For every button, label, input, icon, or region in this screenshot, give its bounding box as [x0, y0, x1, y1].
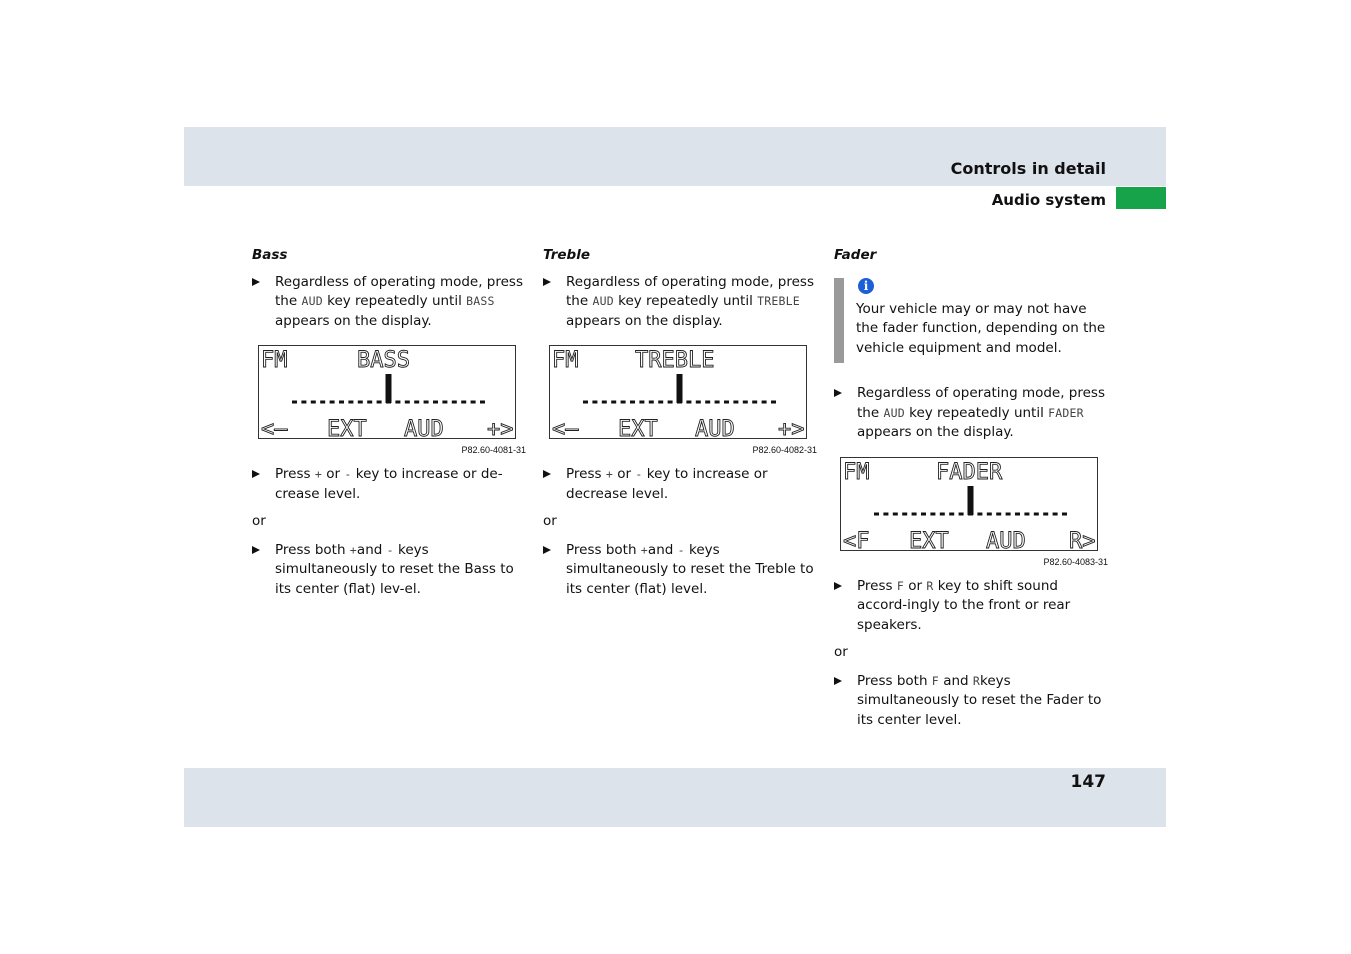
level-bar: [292, 374, 485, 404]
level-dash: [367, 401, 372, 404]
fader-display: [840, 457, 1098, 551]
key-aud: AUD: [883, 405, 905, 420]
level-dash: [668, 401, 673, 404]
bass-title: Bass: [252, 247, 288, 263]
level-dash: [1024, 512, 1029, 515]
lcd-mode: FM: [552, 348, 579, 373]
key-plus: +: [349, 542, 357, 557]
bass-step-1: Regardless of operating mode, press the AUD key repeatedly until BASS appears on the display.: [252, 273, 527, 332]
level-dash: [1015, 512, 1020, 515]
level-dash: [1062, 512, 1067, 515]
chapter-title: Controls in detail: [950, 159, 1106, 178]
key-minus: -: [635, 467, 643, 481]
lcd-mode: FM: [843, 459, 870, 485]
level-dash: [1006, 512, 1011, 515]
lcd-label: FADER: [936, 459, 1003, 485]
lcd-mode: FM: [261, 348, 288, 373]
key-minus: -: [344, 467, 352, 481]
level-dash: [696, 401, 701, 404]
level-dash: [339, 401, 344, 404]
note-text: Your vehicle may or may not have the fader function, depending on the vehicle equipment and model.: [856, 300, 1106, 356]
fader-display-svg: [841, 458, 1099, 552]
bass-step-3: Press both +and - keys simultaneously to reset the Bass to its center (flat) lev-el.: [252, 541, 527, 600]
key-plus: +: [314, 467, 322, 481]
key-plus: +: [640, 542, 648, 557]
level-dash: [893, 512, 898, 515]
lcd-right: R>: [1069, 528, 1096, 552]
lcd-right: +>: [487, 417, 514, 440]
level-dash: [311, 401, 316, 404]
level-dash: [301, 401, 306, 404]
lcd-left: <–: [552, 417, 579, 440]
level-dash: [883, 512, 888, 515]
lcd-aud: AUD: [404, 417, 444, 440]
lcd-right: +>: [778, 417, 805, 440]
level-dash: [658, 401, 663, 404]
key-plus: +: [605, 467, 613, 481]
bullet-arrow-icon: [252, 470, 260, 478]
level-dash: [471, 401, 476, 404]
level-dash: [912, 512, 917, 515]
level-dash: [395, 401, 400, 404]
level-dash: [930, 512, 935, 515]
level-dash: [686, 401, 691, 404]
fader-display-figure: [840, 457, 1108, 569]
key-r: R: [972, 673, 981, 688]
lcd-label: BASS: [357, 348, 410, 373]
lcd-ext: EXT: [327, 417, 367, 440]
level-dash: [405, 401, 410, 404]
level-cursor: [386, 374, 392, 403]
treble-column: [543, 246, 818, 607]
level-dash: [461, 401, 466, 404]
level-dash: [949, 512, 954, 515]
bass-display: [258, 345, 516, 439]
lcd-aud: AUD: [695, 417, 735, 440]
or-text: or: [252, 513, 266, 529]
level-dash: [377, 401, 382, 404]
level-dash: [602, 401, 607, 404]
level-dash: [715, 401, 720, 404]
level-dash: [1053, 512, 1058, 515]
level-dash: [771, 401, 776, 404]
fader-step-1: Regardless of operating mode, press the AUD key repeatedly until FADER appears on the display.: [834, 384, 1109, 443]
level-dash: [621, 401, 626, 404]
level-dash: [959, 512, 964, 515]
fader-column: [834, 246, 1109, 738]
level-dash: [320, 401, 325, 404]
level-cursor: [677, 374, 683, 403]
lcd-ext: EXT: [909, 528, 949, 552]
bass-display-figure: [258, 345, 526, 457]
level-dash: [630, 401, 635, 404]
level-dash: [752, 401, 757, 404]
treble-step-2: Press + or - key to increase or decrease level.: [543, 465, 818, 504]
level-dash: [424, 401, 429, 404]
key-aud: AUD: [301, 294, 323, 308]
level-dash: [874, 512, 879, 515]
level-cursor: [968, 486, 974, 515]
lcd-label: TREBLE: [635, 348, 715, 373]
key-minus: -: [386, 542, 394, 557]
lcd-aud: AUD: [986, 528, 1026, 552]
treble-title: Treble: [543, 247, 590, 263]
level-dash: [639, 401, 644, 404]
bullet-arrow-icon: [252, 278, 260, 286]
level-bar: [874, 486, 1067, 516]
figure-code: P82.60-4081-31: [461, 445, 526, 455]
treble-display-figure: [549, 345, 817, 457]
level-dash: [292, 401, 297, 404]
level-dash: [583, 401, 588, 404]
level-dash: [433, 401, 438, 404]
key-fader: FADER: [1048, 405, 1084, 420]
level-dash: [977, 512, 982, 515]
key-r: R: [926, 578, 934, 593]
level-dash: [996, 512, 1001, 515]
level-dash: [733, 401, 738, 404]
key-treble: TREBLE: [757, 294, 800, 308]
key-bass: BASS: [466, 294, 495, 308]
level-dash: [348, 401, 353, 404]
bullet-arrow-icon: [834, 582, 842, 590]
level-dash: [649, 401, 654, 404]
figure-code: P82.60-4083-31: [1043, 556, 1108, 567]
note-bar: [834, 278, 844, 363]
bass-column: [252, 246, 527, 607]
level-dash: [724, 401, 729, 404]
level-bar: [583, 374, 776, 404]
level-dash: [921, 512, 926, 515]
treble-display-svg: [550, 346, 808, 440]
bullet-arrow-icon: [543, 546, 551, 554]
bass-display-svg: [259, 346, 517, 440]
level-dash: [1043, 512, 1048, 515]
level-dash: [592, 401, 597, 404]
info-icon: i: [858, 278, 874, 294]
bass-step-2: Press + or - key to increase or de-crease level.: [252, 465, 527, 504]
level-dash: [987, 512, 992, 515]
key-f: F: [896, 578, 904, 593]
or-text: or: [543, 513, 557, 529]
section-title: Audio system: [991, 191, 1106, 209]
level-dash: [762, 401, 767, 404]
treble-step-3: Press both +and - keys simultaneously to reset the Treble to its center (flat) level.: [543, 541, 818, 600]
lcd-left: <F: [843, 528, 870, 552]
fader-note: [834, 278, 1109, 359]
key-aud: AUD: [592, 294, 614, 308]
lcd-left: <–: [261, 417, 288, 440]
figure-code: P82.60-4082-31: [752, 445, 817, 455]
level-dash: [452, 401, 457, 404]
level-dash: [442, 401, 447, 404]
key-f: F: [931, 673, 939, 688]
bullet-arrow-icon: [543, 470, 551, 478]
fader-title: Fader: [834, 247, 877, 263]
level-dash: [743, 401, 748, 404]
page-number: 147: [1070, 772, 1106, 792]
level-dash: [480, 401, 485, 404]
level-dash: [1034, 512, 1039, 515]
treble-step-1: Regardless of operating mode, press the AUD key repeatedly until TREBLE appears on the display.: [543, 273, 818, 332]
bullet-arrow-icon: [834, 677, 842, 685]
fader-step-2: Press F or R key to shift sound accord-ingly to the front or rear speakers.: [834, 577, 1109, 636]
bullet-arrow-icon: [834, 389, 842, 397]
level-dash: [414, 401, 419, 404]
lcd-ext: EXT: [618, 417, 658, 440]
or-text: or: [834, 644, 848, 660]
level-dash: [330, 401, 335, 404]
level-dash: [902, 512, 907, 515]
key-minus: -: [677, 542, 685, 557]
bullet-arrow-icon: [252, 546, 260, 554]
footer-band: [184, 768, 1166, 827]
level-dash: [358, 401, 363, 404]
level-dash: [940, 512, 945, 515]
level-dash: [705, 401, 710, 404]
bullet-arrow-icon: [543, 278, 551, 286]
level-dash: [611, 401, 616, 404]
treble-display: [549, 345, 807, 439]
fader-step-3: Press both F and Rkeys simultaneously to reset the Fader to its center level.: [834, 672, 1109, 731]
section-marker: [1116, 187, 1166, 209]
